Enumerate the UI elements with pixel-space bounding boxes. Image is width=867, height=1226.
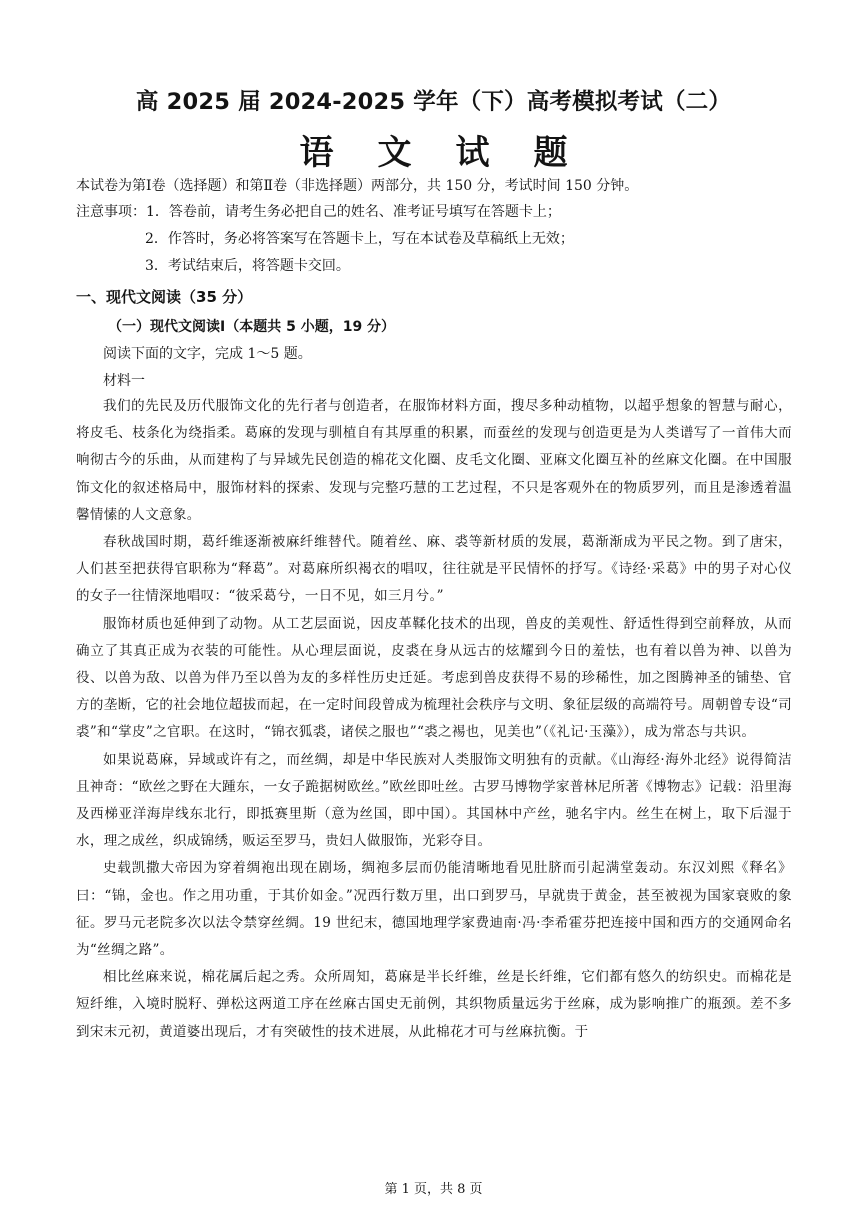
reading-instruction: 阅读下面的文字，完成 1～5 题。 (103, 346, 312, 362)
passage-paragraph: 如果说葛麻，异域或许有之，而丝绸，却是中华民族对人类服饰文明独有的贡献。《山海经·海外北经》说得简洁且神奇：“欧丝之野在大踵东，一女子跪据树欧丝。”欧丝即吐丝。古罗马博物学家普林尼所著《博物志》记载：沿里海及西梯亚洋海岸线东北行，即抵赛里斯（意为丝国，即中国）。其国林中产丝，驰名宇内。丝生在树上，取下后湿于水，理之成丝，织成锦绣，贩运至罗马，贵妇人做服饰，光彩夺目。 (76, 751, 792, 850)
subsection-title: （一）现代文阅读Ⅰ（本题共 5 小题，19 分） (108, 319, 396, 335)
passage-paragraph: 相比丝麻来说，棉花属后起之秀。众所周知，葛麻是半长纤维，丝是长纤维，它们都有悠久的纺织史。而棉花是短纤维，入境时脱籽、弹松这两道工序在丝麻古国史无前例，其织物质量远劣于丝麻，成为影响推广的瓶颈。差不多到宋末元初，黄道婆出现后，才有突破性的技术进展，从此棉花才可与丝麻抗衡。于 (76, 969, 792, 1040)
passage-paragraph: 我们的先民及历代服饰文化的先行者与创造者，在服饰材料方面，搜尽多种动植物，以超乎想象的智慧与耐心，将皮毛、枝条化为绕指柔。葛麻的发现与驯植自有其厚重的积累，而蚕丝的发现与创造更是为人类谱写了一首伟大而响彻古今的乐曲，从而建构了与异域先民创造的棉花文化圈、皮毛文化圈、亚麻文化圈互补的丝麻文化圈。在中国服饰文化的叙述格局中，服饰材料的探索、发现与完整巧慧的工艺过程，不只是客观外在的物质罗列，而且是渗透着温馨情愫的人文意象。 (76, 398, 792, 523)
passage-paragraph: 春秋战国时期，葛纤维逐渐被麻纤维替代。随着丝、麻、裘等新材质的发展，葛渐渐成为平民之物。到了唐宋，人们甚至把获得官职称为“释葛”。对葛麻所织褐衣的唱叹，往往就是平民情怀的抒写。《诗经·采葛》中的男子对心仪的女子一往情深地唱叹：“彼采葛兮，一日不见，如三月兮。” (76, 534, 792, 605)
reading-passage (76, 393, 792, 1046)
passage-paragraph: 史载凯撒大帝因为穿着绸袍出现在剧场，绸袍多层而仍能清晰地看见肚脐而引起满堂轰动。东汉刘熙《释名》曰：“锦，金也。作之用功重，于其价如金。”况西行数万里，出口到罗马，早就贵于黄金，甚至被视为国家衰败的象征。罗马元老院多次以法令禁穿丝绸。19 世纪末，德国地理学家费迪南·冯·李希霍芬把连接中国和西方的交通网命名为“丝绸之路”。 (76, 860, 792, 959)
page-number: 第 1 页，共 8 页 (384, 1182, 483, 1197)
section-title: 一、现代文阅读（35 分） (76, 288, 253, 306)
exam-title: 高 2025 届 2024-2025 学年（下）高考模拟考试（二） (135, 89, 732, 115)
passage-paragraph: 服饰材质也延伸到了动物。从工艺层面说，因皮革鞣化技术的出现，兽皮的美观性、舒适性得到空前释放，从而确立了其真正成为衣装的可能性。从心理层面说，皮裘在身从远古的炫耀到今日的羞怯，也有着以兽为神、以兽为役、以兽为敌、以兽为伴乃至以兽为友的多样性历史迁延。考虑到兽皮获得不易的珍稀性，加之图腾神圣的铺垫、官方的垄断，它的社会地位超拔而起，在一定时间段曾成为梳理社会秩序与文明、象征层级的高端符号。周朝曾专设“司裘”和“掌皮”之官职。在这时，“锦衣狐裘，诸侯之服也”“裘之裼也，见美也”（《礼记·玉藻》），成为常态与共识。 (76, 615, 792, 741)
note-item-1: 注意事项：1．答卷前，请考生务必把自己的姓名、准考证号填写在答题卡上； (76, 204, 561, 220)
material-label: 材料一 (103, 373, 145, 389)
exam-intro: 本试卷为第Ⅰ卷（选择题）和第Ⅱ卷（非选择题）两部分，共 150 分，考试时间 150 分钟。 (76, 178, 639, 194)
note-item-3: 3．考试结束后，将答题卡交回。 (145, 258, 350, 274)
note-item-2: 2．作答时，务必将答案写在答题卡上，写在本试卷及草稿纸上无效； (145, 231, 574, 247)
subject-title: 语文试题 (299, 133, 612, 173)
